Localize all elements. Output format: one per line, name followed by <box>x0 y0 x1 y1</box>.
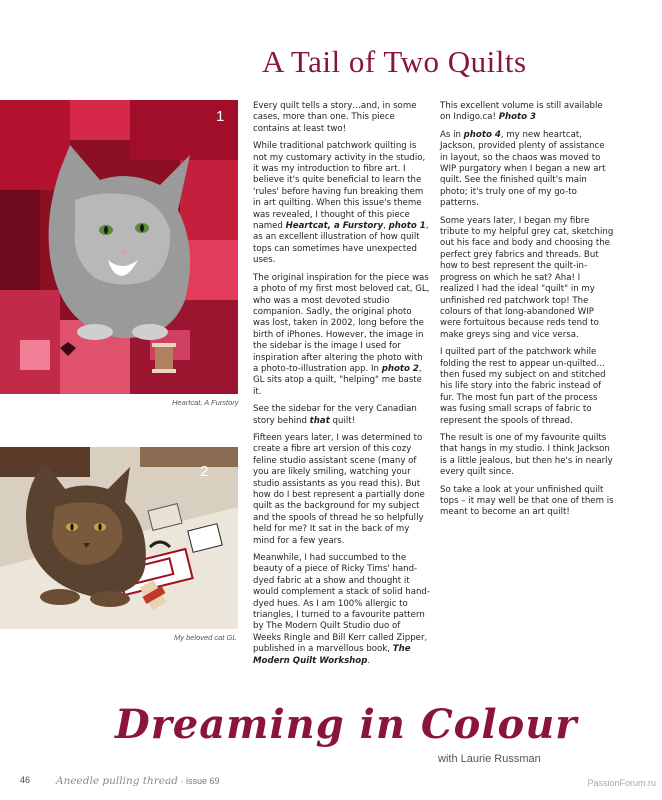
paragraph-text: See the sidebar for the very Canadian story behind <box>253 404 417 426</box>
paragraph <box>253 404 430 427</box>
photo-reference: photo 2 <box>381 363 419 374</box>
paragraph-text: quilt! <box>329 415 356 426</box>
photo-caption-1: Heartcat, A Furstory <box>172 398 239 407</box>
heartcat-illustration <box>0 100 238 394</box>
photo-caption-2: My beloved cat GL <box>174 633 237 642</box>
paragraph <box>253 273 430 398</box>
photo-reference: photo 4 <box>463 129 501 140</box>
paragraph <box>440 130 615 210</box>
paragraph-text: Meanwhile, I had succumbed to the beauty of a piece of Ricky Tims' hand-dyed fabric at a show and thought it would complement a stack of solid hand-dyed hues. As I am 100% allergic to triangles, I turned to a favourite pattern by The Modern Quilt Studio duo of Weeks Ringle and Bill Kerr called Zipper, published in a marvellous book, <box>253 553 430 655</box>
issue-number: issue 69 <box>186 776 220 786</box>
footer-magazine-line <box>56 775 220 787</box>
paragraph <box>253 101 430 135</box>
article-column-1 <box>253 101 430 673</box>
photo-heartcat-quilt <box>0 100 238 394</box>
quilt-name-emphasis: Heartcat, a Furstory <box>285 221 384 232</box>
paragraph <box>440 216 615 341</box>
article-title: A Tail of Two Quilts <box>262 44 527 79</box>
paragraph-text: The result is one of my favourite quilts that hangs in my studio. I think Jackson is a little jealous, but then he's in nearly every quilt since. <box>440 432 613 478</box>
paragraph-text: This excellent volume is still available on Indigo.ca! <box>440 101 603 123</box>
paragraph-text: The original inspiration for the piece was a photo of my first most beloved cat, GL, who was a most devoted studio companion. Sadly, the original photo was lost, taken in 2002, long before the birth of iPhones. However, the image in the sidebar is the image I used for inspiration after altering the photo with a photo-to-illustration app. In <box>253 272 430 374</box>
author-byline: with Laurie Russman <box>438 753 541 765</box>
paragraph <box>440 433 615 479</box>
column-banner-title: Dreaming in Colour <box>115 701 578 748</box>
paragraph-text: I quilted part of the patchwork while folding the rest to appear un-quilted… then fused my subject on and stitched his life story into the fabric instead of fur. The most fun part of the process was fusing small scraps of fabric to represent the spools of thread. <box>440 347 606 426</box>
paragraph <box>440 101 615 124</box>
paragraph-text: Some years later, I began my fibre tribute to my helpful grey cat, sketching out his face and body and choosing the perfect grey fabrics and threads. But how to best represent the quilt-in-progress on which he sat? Aha! I realized I had the ideal "quilt" in my unfinished red patchwork top! The colours of that long-abandoned WIP were fortuitous because reds tend to make greys sing and vice versa. <box>440 215 614 340</box>
page-number <box>20 775 30 785</box>
paragraph <box>253 553 430 667</box>
paragraph-text: As in <box>440 129 464 140</box>
paragraph-text: Every quilt tells a story…and, in some cases, more than one. This piece contains at least two! <box>253 101 417 134</box>
photo-reference: Photo 3 <box>498 112 537 123</box>
paragraph-text: . <box>367 655 371 666</box>
paragraph <box>440 347 615 427</box>
paragraph-text: Fifteen years later, I was determined to create a fibre art version of this cozy feline studio assistant scene (many of you are likely smiling, watching your studio assistants as you read this). But how do I best represent a partially done quilt as the background for my subject and the spools of thread he so helpfully held for me? It sat in the back of my mind for a few years. <box>253 432 425 546</box>
photo-number-1: 1 <box>216 108 225 125</box>
paragraph-text: So take a look at your unfinished quilt tops – it may well be that one of them is meant to become an art quilt! <box>440 484 614 518</box>
paragraph-text: , <box>383 221 389 232</box>
paragraph-text: While traditional patchwork quilting is not my customary activity in the studio, it was my introduction to fibre art. I believe it's quite beneficial to learn the 'rules' before having fun breaking them in art quilting. When this issue's theme was revealed, I thought of this piece named <box>253 141 426 232</box>
footer-separator: · <box>180 776 184 786</box>
paragraph-text: , my new heartcat, Jackson, provided plenty of assistance in layout, so the chaos was moved to WIP purgatory when I began a new art quilt. See the finished quilt's main photo; it's truly one of my go-to patterns. <box>440 129 606 209</box>
site-watermark: PassionForum.ru <box>587 778 656 788</box>
photo-gl-on-quilt <box>0 447 238 629</box>
article-column-2 <box>440 101 615 525</box>
paragraph <box>440 485 615 519</box>
magazine-name: Aneedle pulling thread <box>56 775 178 787</box>
photo-reference: photo 1 <box>388 221 426 232</box>
paragraph <box>253 433 430 547</box>
page-number-text: 46 <box>20 775 31 785</box>
emphasis: that <box>309 415 330 426</box>
book-title-emphasis: The Modern Quilt Workshop <box>253 644 411 666</box>
paragraph <box>253 141 430 266</box>
photo-number-2: 2 <box>200 463 209 480</box>
paragraph-text: , GL sits atop a quilt, "helping" me baste it. <box>253 363 422 397</box>
paragraph-text: , as an excellent illustration of how quilt tops can sometimes have unexpected uses. <box>253 221 429 266</box>
